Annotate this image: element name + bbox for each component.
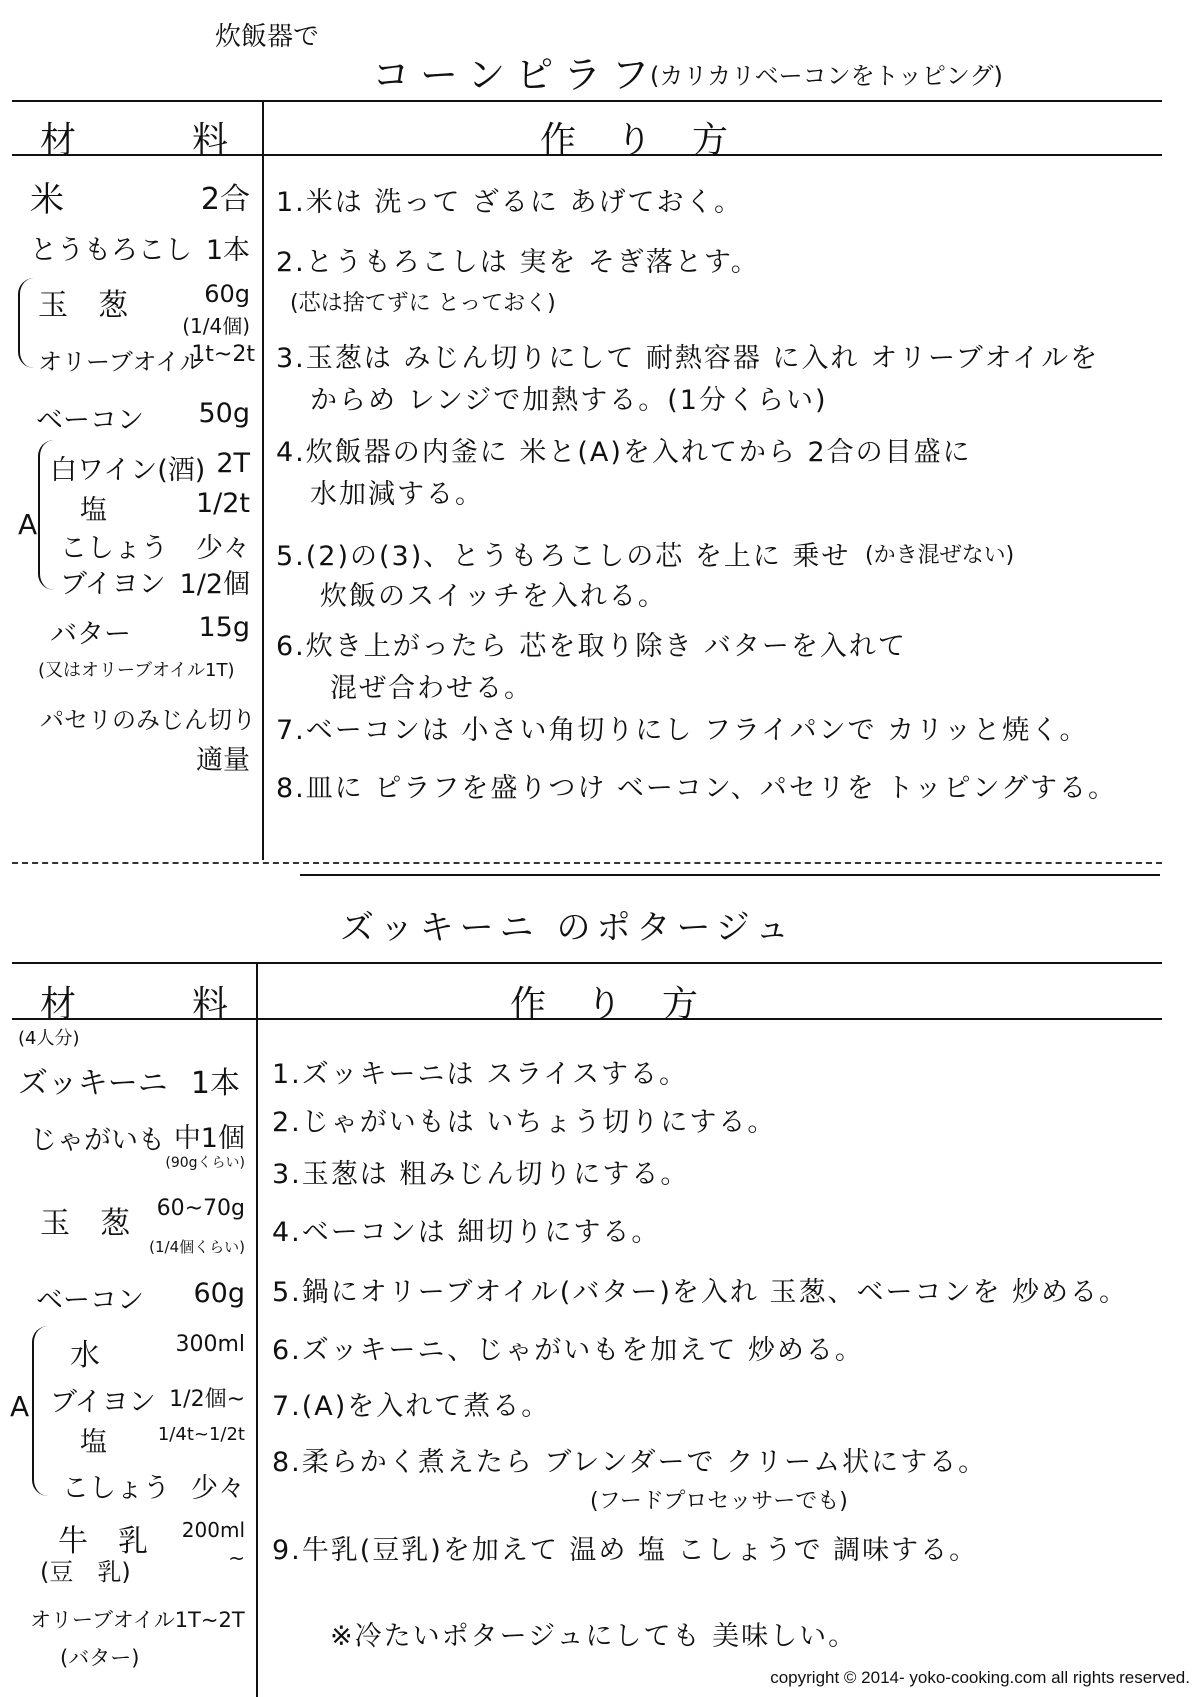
ingredient-qty: ~ — [228, 1546, 245, 1570]
ingredient-name: ブイヨン — [50, 1387, 156, 1418]
ingredient-qty: 300ml — [175, 1332, 245, 1357]
ingredient-name: ブイヨン — [60, 569, 166, 600]
method-step: 炊飯のスイッチを入れる。 — [320, 581, 667, 612]
method-header: 作り方 — [540, 120, 769, 161]
brace — [18, 278, 34, 368]
ingredient-qty: 1/2個~ — [169, 1387, 245, 1412]
rule — [12, 962, 1162, 964]
ingredient-name: ズッキーニ — [18, 1066, 168, 1101]
ingredient-qty: (90gくらい) — [165, 1155, 245, 1171]
method-step: 2.じゃがいもは いちょう切りにする。 — [272, 1107, 777, 1138]
ingredient-qty: 中1個 — [173, 1123, 245, 1154]
ingredient-qty: 1本 — [205, 235, 250, 266]
method-step: 7.ベーコンは 小さい角切りにし フライパンで カリッと焼く。 — [276, 715, 1089, 746]
ingredient-name: ベーコン — [36, 1285, 144, 1316]
ingredient-qty: 1本 — [190, 1066, 240, 1101]
method-step: 1.米は 洗って ざるに あげておく。 — [276, 187, 743, 218]
method-step: 4.ベーコンは 細切りにする。 — [272, 1217, 661, 1248]
column-divider — [256, 962, 258, 1697]
ingredient-name: 玉 葱 — [40, 1206, 130, 1241]
ingredient-name: 米 — [30, 180, 64, 220]
method-step: 6.ズッキーニ、じゃがいもを加えて 炒める。 — [272, 1335, 864, 1366]
method-note: ※冷たいポタージュにしても 美味しい。 — [330, 1621, 858, 1652]
ingredient-name: とうもろこし — [30, 235, 192, 266]
method-step: 3.玉葱は みじん切りにして 耐熱容器 に入れ オリーブオイルを — [276, 343, 1100, 374]
ingredient-qty: 60g — [193, 1278, 245, 1309]
section-divider — [12, 862, 1162, 864]
ingredient-name: (又はオリーブオイル1T) — [38, 660, 235, 681]
ingredient-name: バター — [50, 619, 131, 650]
servings: (4人分) — [18, 1028, 80, 1049]
ingredient-name: オリーブオイル — [38, 348, 204, 376]
rule — [300, 874, 1160, 876]
method-step: 6.炊き上がったら 芯を取り除き バターを入れて — [276, 631, 907, 662]
rule — [12, 100, 1162, 102]
group-label: A — [18, 508, 38, 541]
recipe-title-note: (カリカリベーコンをトッピング) — [650, 62, 1003, 90]
method-step-note: (芯は捨てずに とっておく) — [290, 291, 556, 316]
ingredient-qty: 60~70g — [156, 1196, 245, 1221]
method-step: 3.玉葱は 粗みじん切りにする。 — [272, 1159, 690, 1190]
ingredient-name: こしょう — [62, 1473, 170, 1504]
ingredient-name: 塩 — [80, 495, 107, 526]
ingredient-qty: 15g — [198, 612, 250, 643]
ingredient-name: じゃがいも — [30, 1125, 165, 1156]
ingredient-name: 塩 — [80, 1427, 107, 1458]
ingredient-qty: 少々 — [196, 533, 250, 564]
ingredient-qty: 2T — [216, 448, 250, 479]
ingredient-qty: 1/2個 — [179, 569, 250, 600]
ingredient-qty: 60g — [204, 280, 250, 308]
pre-title: 炊飯器で — [215, 22, 320, 52]
method-step: 4.炊飯器の内釜に 米と(A)を入れてから 2合の目盛に — [276, 437, 972, 468]
method-step: 5.(2)の(3)、とうもろこしの芯 を上に 乗せ — [276, 541, 851, 572]
ingredient-qty: 200ml — [181, 1518, 245, 1542]
ingredient-name: こしょう — [60, 533, 168, 564]
ingredient-qty: 50g — [198, 398, 250, 429]
ingredient-name: 玉 葱 — [38, 288, 128, 323]
copyright: copyright © 2014- yoko-cooking.com all rights reserved. — [770, 1668, 1190, 1687]
method-step: 1.ズッキーニは スライスする。 — [272, 1059, 688, 1090]
method-step-note: (フードプロセッサーでも) — [590, 1489, 848, 1514]
method-step: 8.皿に ピラフを盛りつけ ベーコン、パセリを トッピングする。 — [276, 773, 1117, 804]
ingredients-header: 材 料 — [40, 120, 269, 161]
ingredient-name: オリーブオイル1T~2T — [30, 1608, 245, 1632]
group-label: A — [10, 1390, 30, 1423]
method-header: 作り方 — [510, 984, 739, 1025]
ingredient-qty: 少々 — [191, 1473, 245, 1504]
ingredient-qty: (1/4個) — [182, 314, 250, 338]
ingredient-qty: 2合 — [200, 182, 250, 217]
ingredient-name: 牛 乳 — [58, 1524, 148, 1559]
ingredient-name: パセリのみじん切り — [40, 706, 256, 734]
ingredient-qty: 1/2t — [195, 488, 250, 519]
ingredients-header: 材 料 — [40, 984, 269, 1025]
recipe-title: ズッキーニ のポタージュ — [340, 908, 796, 948]
ingredient-name: (豆 乳) — [40, 1558, 131, 1586]
method-step: 9.牛乳(豆乳)を加えて 温め 塩 こしょうで 調味する。 — [272, 1535, 979, 1566]
ingredient-name: (バター) — [60, 1646, 140, 1670]
method-step: 混ぜ合わせる。 — [330, 673, 533, 704]
method-step: 2.とうもろこしは 実を そぎ落とす。 — [276, 247, 760, 278]
method-step: 8.柔らかく煮えたら ブレンダーで クリーム状にする。 — [272, 1447, 988, 1478]
method-step: 水加減する。 — [310, 479, 484, 510]
brace — [32, 1326, 48, 1496]
ingredient-qty: 1/4t~1/2t — [157, 1424, 245, 1445]
ingredient-name: ベーコン — [36, 405, 144, 436]
ingredient-name: 水 — [70, 1338, 100, 1373]
ingredient-name: 白ワイン(酒) — [50, 455, 206, 486]
method-step-note: (かき混ぜない) — [865, 543, 1015, 568]
column-divider — [262, 100, 264, 860]
method-step: からめ レンジで加熱する。(1分くらい) — [310, 385, 828, 416]
ingredient-qty: (1/4個くらい) — [149, 1238, 245, 1256]
method-step: 5.鍋にオリーブオイル(バター)を入れ 玉葱、ベーコンを 炒める。 — [272, 1277, 1129, 1308]
method-step: 7.(A)を入れて煮る。 — [272, 1391, 551, 1422]
ingredient-qty: 適量 — [196, 745, 250, 776]
recipe-title: コーンピラフ — [372, 53, 660, 97]
ingredient-qty: 1t~2t — [191, 342, 255, 367]
